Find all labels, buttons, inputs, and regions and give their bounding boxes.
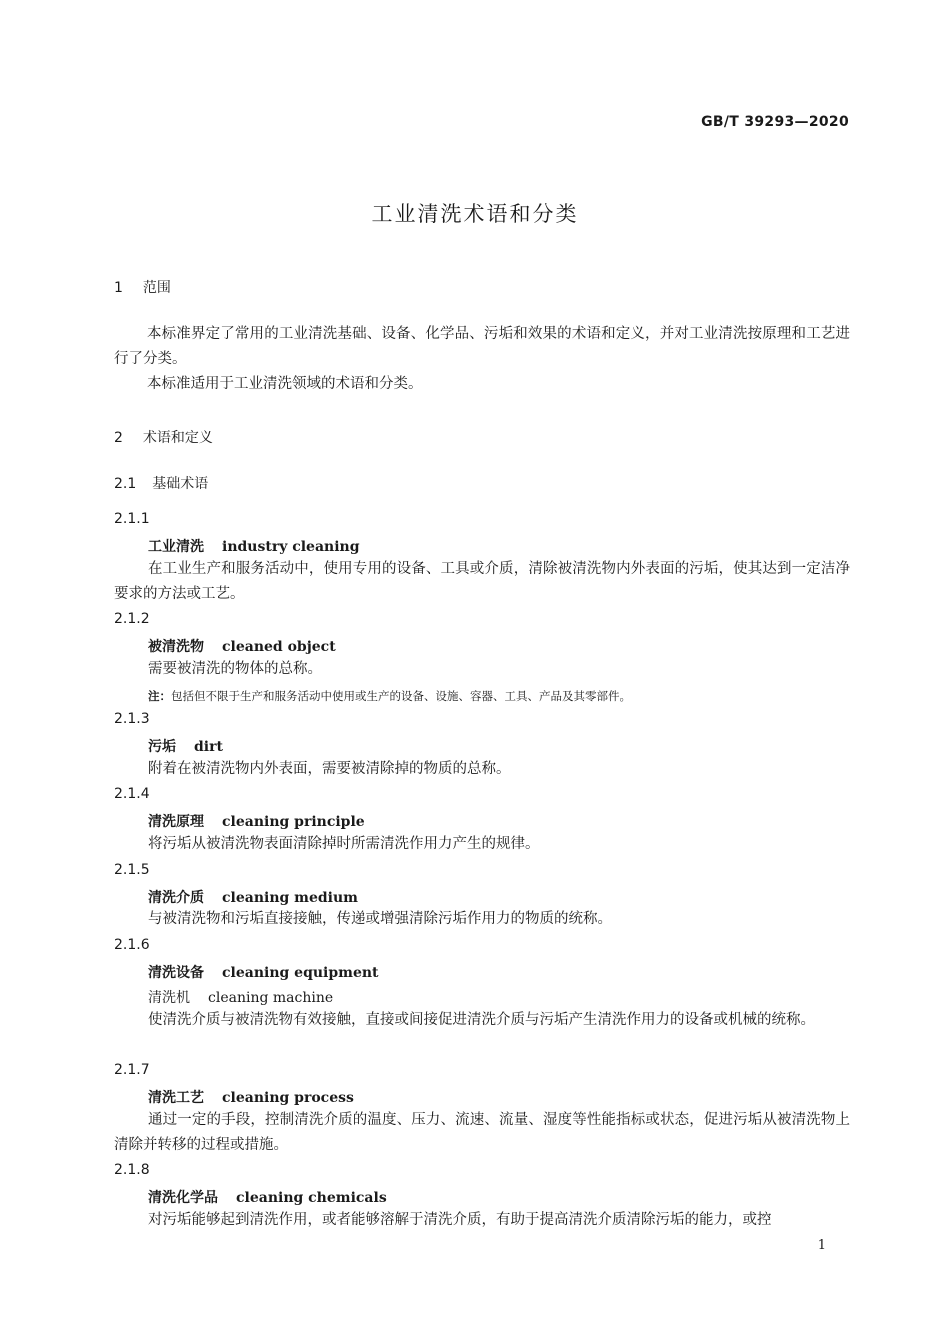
term-zh: 清洗介质	[148, 890, 204, 906]
section-1-heading	[114, 277, 171, 297]
term-definition: 通过一定的手段，控制清洗介质的温度、压力、流速、流量、湿度等性能指标或状态，促进污垢从被清洗物上清除并转移的过程或措施。	[114, 1112, 850, 1153]
scope-paragraph-2: 本标准适用于工业清洗领域的术语和分类。	[147, 376, 423, 392]
section-number: 1	[114, 280, 123, 296]
term-zh: 工业清洗	[148, 539, 204, 555]
term-definition: 将污垢从被清洗物表面清除掉时所需清洗作用力产生的规律。	[148, 836, 540, 852]
term-zh: 污垢	[148, 739, 176, 755]
section-number: 2	[114, 430, 123, 446]
term-number: 2.1.7	[114, 1062, 150, 1078]
term-en: cleaning chemicals	[236, 1190, 387, 1206]
term-en: industry cleaning	[222, 539, 360, 555]
section-2-1-heading	[114, 473, 208, 493]
synonym-zh: 清洗机	[148, 990, 190, 1006]
term-en: cleaning medium	[222, 890, 358, 906]
term-heading	[148, 1087, 354, 1107]
term-number: 2.1.3	[114, 711, 150, 727]
note-label: 注：	[148, 689, 171, 703]
term-synonym	[148, 987, 333, 1007]
term-heading	[148, 811, 365, 831]
term-definition: 附着在被清洗物内外表面，需要被清除掉的物质的总称。	[148, 761, 511, 777]
term-definition: 在工业生产和服务活动中，使用专用的设备、工具或介质，清除被清洗物内外表面的污垢，使其达到一定洁净要求的方法或工艺。	[114, 561, 850, 602]
term-number: 2.1.2	[114, 611, 150, 627]
term-heading	[148, 1187, 387, 1207]
term-number: 2.1.6	[114, 937, 150, 953]
section-title: 范围	[142, 280, 171, 296]
term-en: cleaning principle	[222, 814, 365, 830]
term-en: cleaning process	[222, 1090, 354, 1106]
term-heading	[148, 536, 359, 556]
term-number: 2.1.8	[114, 1162, 150, 1178]
term-definition: 与被清洗物和污垢直接接触，传递或增强清除污垢作用力的物质的统称。	[148, 911, 612, 927]
section-number: 2.1	[114, 476, 137, 492]
note-text: 包括但不限于生产和服务活动中使用或生产的设备、设施、容器、工具、产品及其零部件。	[171, 689, 631, 703]
term-heading	[148, 736, 223, 756]
term-zh: 清洗设备	[148, 965, 204, 981]
term-heading	[148, 636, 336, 656]
term-en: cleaning equipment	[222, 965, 379, 981]
term-zh: 被清洗物	[148, 639, 204, 655]
term-en: dirt	[194, 739, 223, 755]
term-definition: 使清洗介质与被清洗物有效接触，直接或间接促进清洗介质与污垢产生清洗作用力的设备或机械的统称。	[148, 1012, 815, 1028]
page-number: 1	[817, 1238, 826, 1253]
term-en: cleaned object	[222, 639, 336, 655]
term-zh: 清洗化学品	[148, 1190, 218, 1206]
term-definition: 需要被清洗的物体的总称。	[148, 661, 322, 677]
scope-paragraph-1: 本标准界定了常用的工业清洗基础、设备、化学品、污垢和效果的术语和定义，并对工业清洗按原理和工艺进行了分类。	[114, 326, 850, 367]
section-title: 基础术语	[152, 476, 209, 492]
term-zh: 清洗工艺	[148, 1090, 204, 1106]
term-heading	[148, 887, 358, 907]
synonym-en: cleaning machine	[208, 990, 334, 1006]
term-heading	[148, 962, 379, 982]
document-title: 工业清洗术语和分类	[371, 202, 579, 226]
section-2-heading	[114, 427, 213, 447]
section-title: 术语和定义	[142, 430, 213, 446]
term-number: 2.1.4	[114, 786, 150, 802]
term-number: 2.1.1	[114, 511, 150, 527]
term-zh: 清洗原理	[148, 814, 204, 830]
standard-number: GB/T 39293—2020	[701, 114, 849, 130]
term-number: 2.1.5	[114, 862, 150, 878]
term-definition: 对污垢能够起到清洗作用，或者能够溶解于清洗介质，有助于提高清洗介质清除污垢的能力，或控	[148, 1212, 772, 1228]
term-note	[148, 688, 631, 704]
